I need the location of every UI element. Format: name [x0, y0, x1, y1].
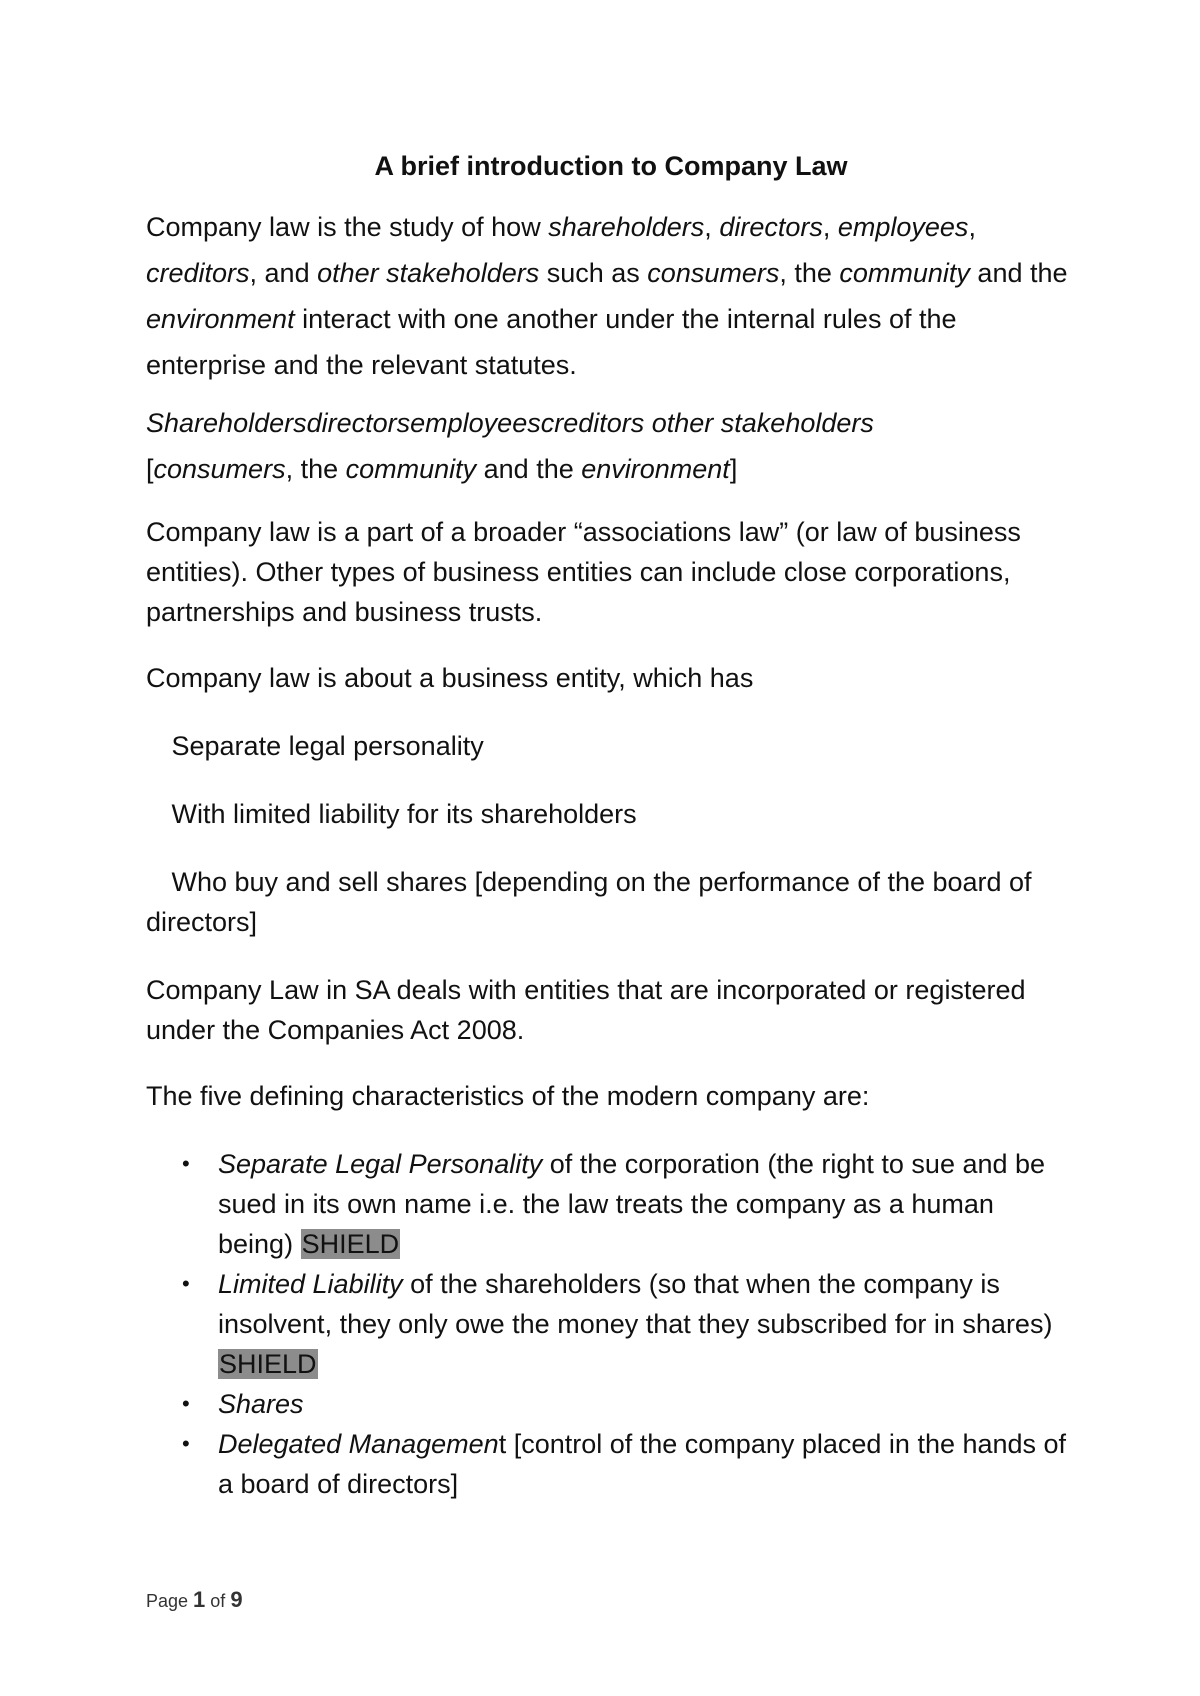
- list-item: • Delegated Management [control of the company placed in the hands of a board of directors]: [218, 1424, 1076, 1504]
- business-entity-paragraph: Company law is about a business entity, which has: [146, 663, 754, 693]
- characteristics-intro: The five defining characteristics of the modern company are:: [146, 1081, 870, 1111]
- page-title: A brief introduction to Company Law: [374, 151, 848, 181]
- symbol-list-item: With limited liability for its shareholders: [164, 799, 637, 829]
- document-body: [146, 146, 1076, 1504]
- current-page-number: 1: [193, 1587, 206, 1612]
- bullet-icon: •: [182, 1431, 190, 1456]
- page-footer: Page 1 of 9: [146, 1587, 243, 1612]
- list-item: • Separate Legal Personality of the corporation (the right to sue and be sued in its own name i.e. the law treats the company as a human being) SHIELD: [218, 1144, 1076, 1264]
- list-item: • Shares: [218, 1384, 1076, 1424]
- bullet-icon: •: [182, 1271, 190, 1296]
- intro-paragraph: Company law is the study of how shareholders, directors, employees, creditors, and other stakeholders such as consumers, the community and the environment interact with one another under the internal rules of the enterprise and the relevant statutes.: [146, 212, 1068, 380]
- associations-law-paragraph: Company law is a part of a broader “associations law” (or law of business entities). Other types of business entities can include close corporations, partnerships and business trusts.: [146, 517, 1021, 627]
- symbol-list-item: Separate legal personality: [164, 731, 484, 761]
- stakeholder-chain-paragraph: Shareholdersdirectorsemployeescreditors other stakeholders [consumers, the community and the environment]: [146, 408, 874, 484]
- highlight-shield: SHIELD: [219, 1349, 317, 1379]
- bullet-icon: •: [182, 1391, 190, 1416]
- total-pages: 9: [230, 1587, 243, 1612]
- bullet-icon: •: [182, 1151, 190, 1176]
- list-item: • Limited Liability of the shareholders (so that when the company is insolvent, they only owe the money that they subscribed for in shares) SHIELD: [218, 1264, 1076, 1384]
- symbol-list-item: Who buy and sell shares [depending on the performance of the board of directors]: [146, 867, 1032, 937]
- companies-act-paragraph: Company Law in SA deals with entities that are incorporated or registered under the Companies Act 2008.: [146, 975, 1026, 1045]
- characteristics-list: [146, 1144, 1076, 1504]
- highlight-shield: SHIELD: [301, 1229, 400, 1259]
